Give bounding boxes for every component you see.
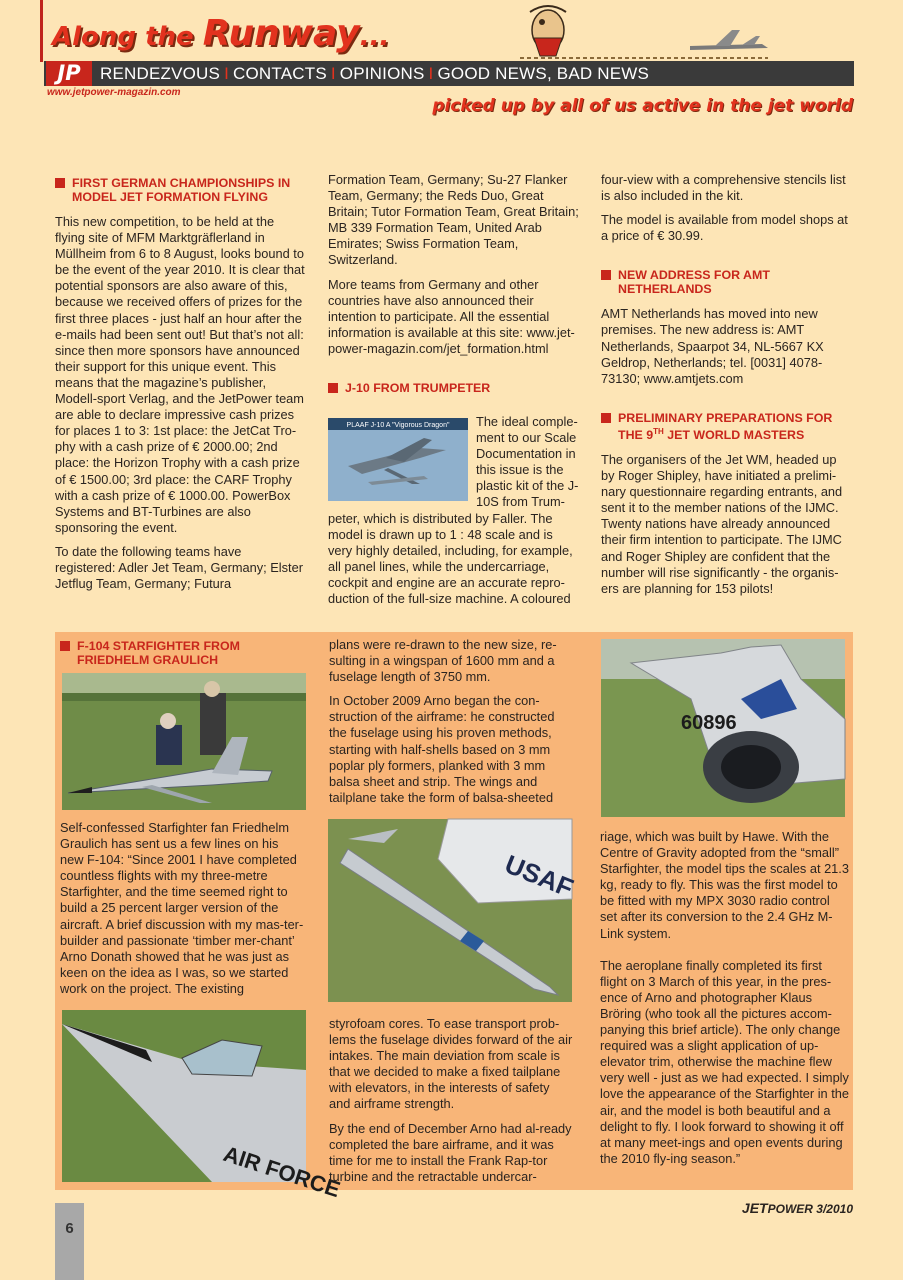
paragraph: By the end of December Arno had al-ready completed the bare airframe, and it was time for me to install the Frank Rap-tor turbine and the retractable undercar- — [329, 1120, 572, 1184]
article-heading-championships: FIRST GERMAN CHAMPIONSHIPS IN MODEL JET FORMATION FLYING — [55, 176, 305, 204]
paragraph: plans were re-drawn to the new size, re-sulting in a wingspan of 1600 mm and a fuselage length of 3750 mm. — [329, 637, 557, 685]
wing-lettering: USAF — [500, 848, 578, 904]
mascot-runway-illustration — [510, 2, 772, 62]
nav-item-contacts: CONTACTS — [233, 64, 327, 83]
paragraph: More teams from Germany and other countries have also announced their intention to participate. All the essential information is available at this site: www.jet-power-magazin.com/jet_formation.html — [328, 276, 575, 356]
paragraph: Formation Team, Germany; Su-27 Flanker Team, Germany; the Reds Duo, Great Britain; Tutor Formation Team, Great Britain; MB 339 Formation Team, United Arab Emirates; Swiss Formation Team, Switzerland. — [328, 172, 579, 268]
feature-column-2-text-top — [329, 637, 569, 814]
photo-starfighter-fuselage — [328, 819, 578, 1002]
article-heading-j10: J-10 FROM TRUMPETER — [328, 381, 580, 395]
j10-text-beside-image: The ideal comple-ment to our Scale Documentation in this issue is the plastic kit of the J-10S from Trum- — [476, 414, 579, 510]
j10-kit-box-image — [328, 418, 468, 501]
section-title: Along the Runway... — [52, 13, 390, 54]
feature-heading-box — [60, 639, 305, 667]
column-2 — [328, 172, 580, 405]
page-number: 6 — [55, 1203, 84, 1280]
footer-brand-jet: JET — [741, 1200, 768, 1216]
paragraph: The model is available from model shops at a price of € 30.99. — [601, 212, 848, 244]
footer-brand-power: POWER — [767, 1202, 813, 1216]
paragraph: The organisers of the Jet WM, headed up by Roger Shipley, have initiated a prelimi-nary questionnaire regarding entrants, and sent it to the member nations of the IJMC. Twenty nations have already announced their firm intention to participate. The IJMC and Roger Shipley are confident that the number will rise significantly - the organis-ers are planning for 153 pilots! — [601, 451, 843, 596]
category-nav — [100, 61, 649, 86]
column-1 — [55, 176, 305, 600]
pilot-mascot-icon — [530, 6, 566, 56]
column-3 — [601, 172, 851, 605]
nav-separator: I — [330, 64, 336, 83]
paragraph: four-view with a comprehensive stencils list is also included in the kit. — [601, 172, 846, 204]
nav-item-news: GOOD NEWS, BAD NEWS — [437, 64, 650, 83]
jet-silhouette-icon — [690, 30, 768, 50]
nav-separator: I — [224, 64, 230, 83]
paragraph: To date the following teams have registered: Adler Jet Team, Germany; Elster Jetflug Team, Germany; Futura — [55, 543, 303, 592]
nav-item-rendezvous: RENDEZVOUS — [100, 64, 221, 83]
header-rule — [40, 0, 43, 62]
paragraph: riage, which was built by Hawe. With the Centre of Gravity adopted from the “small” Starfighter, the model tips the scales at 21.3 kg, ready to fly. This was the first model to be fitted with my MPX 3030 radio control set after its conversion to the 2.4 GHz M-Link system. — [600, 829, 849, 941]
article-heading-f104: F-104 STARFIGHTER FROM FRIEDHELM GRAULICH — [60, 639, 305, 667]
kit-box-title: PLAAF J-10 A "Vigorous Dragon" — [346, 422, 450, 429]
article-heading-amt: NEW ADDRESS FOR AMT NETHERLANDS — [601, 268, 851, 296]
magazine-url[interactable]: www.jetpower-magazin.com — [47, 87, 181, 98]
article-heading-jet-wm: PRELIMINARY PREPARATIONS FOR THE 9TH JET WORLD MASTERS — [601, 411, 851, 442]
nav-item-opinions: OPINIONS — [339, 64, 425, 83]
paragraph: styrofoam cores. To ease transport prob-lems the fuselage divides forward of the air intakes. The main deviation from scale is that we decided to make a fixed tailplane with elevators, in the interests of safety and airframe strength. — [329, 1016, 573, 1112]
photo-starfighter-nose — [62, 1010, 344, 1203]
feature-column-3-text — [600, 829, 850, 1175]
tail-number: 60896 — [681, 712, 737, 734]
paragraph: AMT Netherlands has moved into new premises. The new address is: AMT Netherlands, Spaarpot 34, NL-5667 KX Geldrop, Netherlands; tel. [0031] 4078-73130; www.amtjets.com — [601, 306, 824, 386]
photo-starfighter-with-pilots — [62, 673, 306, 810]
tagline: picked up by all of us active in the jet world — [432, 96, 853, 116]
paragraph: The aeroplane finally completed its first flight on 3 March of this year, in the pres-ence of Arno and photographer Klaus Bröring (who took all the pictures accom-panying this brief article). The only change required was a slight application of up-elevator trim, otherwise the machine flew very well - just as we had expected. I simply love the appearance of the Starfighter in the air, and the model is both beautiful and a delight to fly. I look forward to showing it off at many meet-ings and open events during the 2010 fly-ing season.” — [600, 957, 849, 1166]
jp-logo: JP — [46, 61, 92, 86]
feature-column-1-text: Self-confessed Starfighter fan Friedhelm Graulich has sent us a few lines on his new F-104: “Since 2001 I have completed countless flights with my three-metre Starfighter, and the time seemed right to build a 25 percent larger version of the aircraft. A brief discussion with my mas-ter-builder and passionate ‘timber mer-chant’ Arno Donath showed that he was just as keen on the idea as I was, so we started work on the project. The existing — [60, 820, 304, 996]
footer-issue: 3/2010 — [816, 1202, 853, 1216]
feature-column-2-text-bottom — [329, 1016, 574, 1193]
j10-text-continued: peter, which is distributed by Faller. The model is drawn up to 1 : 48 scale and is very highly detailed, including, for example, all panel lines, while the undercarriage, cockpit and engine are an accurate repro-duction of the full-size machine. A coloured — [328, 511, 573, 607]
photo-starfighter-tail — [601, 639, 845, 817]
paragraph: In October 2009 Arno began the con-struction of the airframe: he constructed the fuselage using his proven methods, starting with half-shells based on 3 mm poplar ply formers, planked with 3 mm balsa sheet and strip. The wings and tailplane take the form of balsa-sheeted — [329, 693, 555, 805]
nose-lettering: AIR FORCE — [220, 1140, 344, 1203]
nav-separator: I — [428, 64, 434, 83]
footer-brand — [742, 1200, 853, 1216]
paragraph: This new competition, to be held at the flying site of MFM Marktgräflerland in Müllheim from 6 to 8 August, looks bound to be the event of the year 2010. It is clear that potential sponsors are also aware of this, because we received offers of prizes for the first three places - just half an hour after the e-mails had been sent out! But that’s not all: since then more sponsors have announced their support for this unique event. This means that the magazine’s publisher, Modell-sport Verlag, and the JetPower team are able to declare impressive cash prizes for places 1 to 3: 1st place: the JetCat Tro-phy with a cash prize of € 2000.00; 2nd place: the Horizon Trophy with a cash prize of € 1500.00; 3rd place: the CARF Trophy with a cash prize of € 1000.00. PowerBox Systems and BT-Turbines are also sponsoring the event. — [55, 214, 305, 535]
